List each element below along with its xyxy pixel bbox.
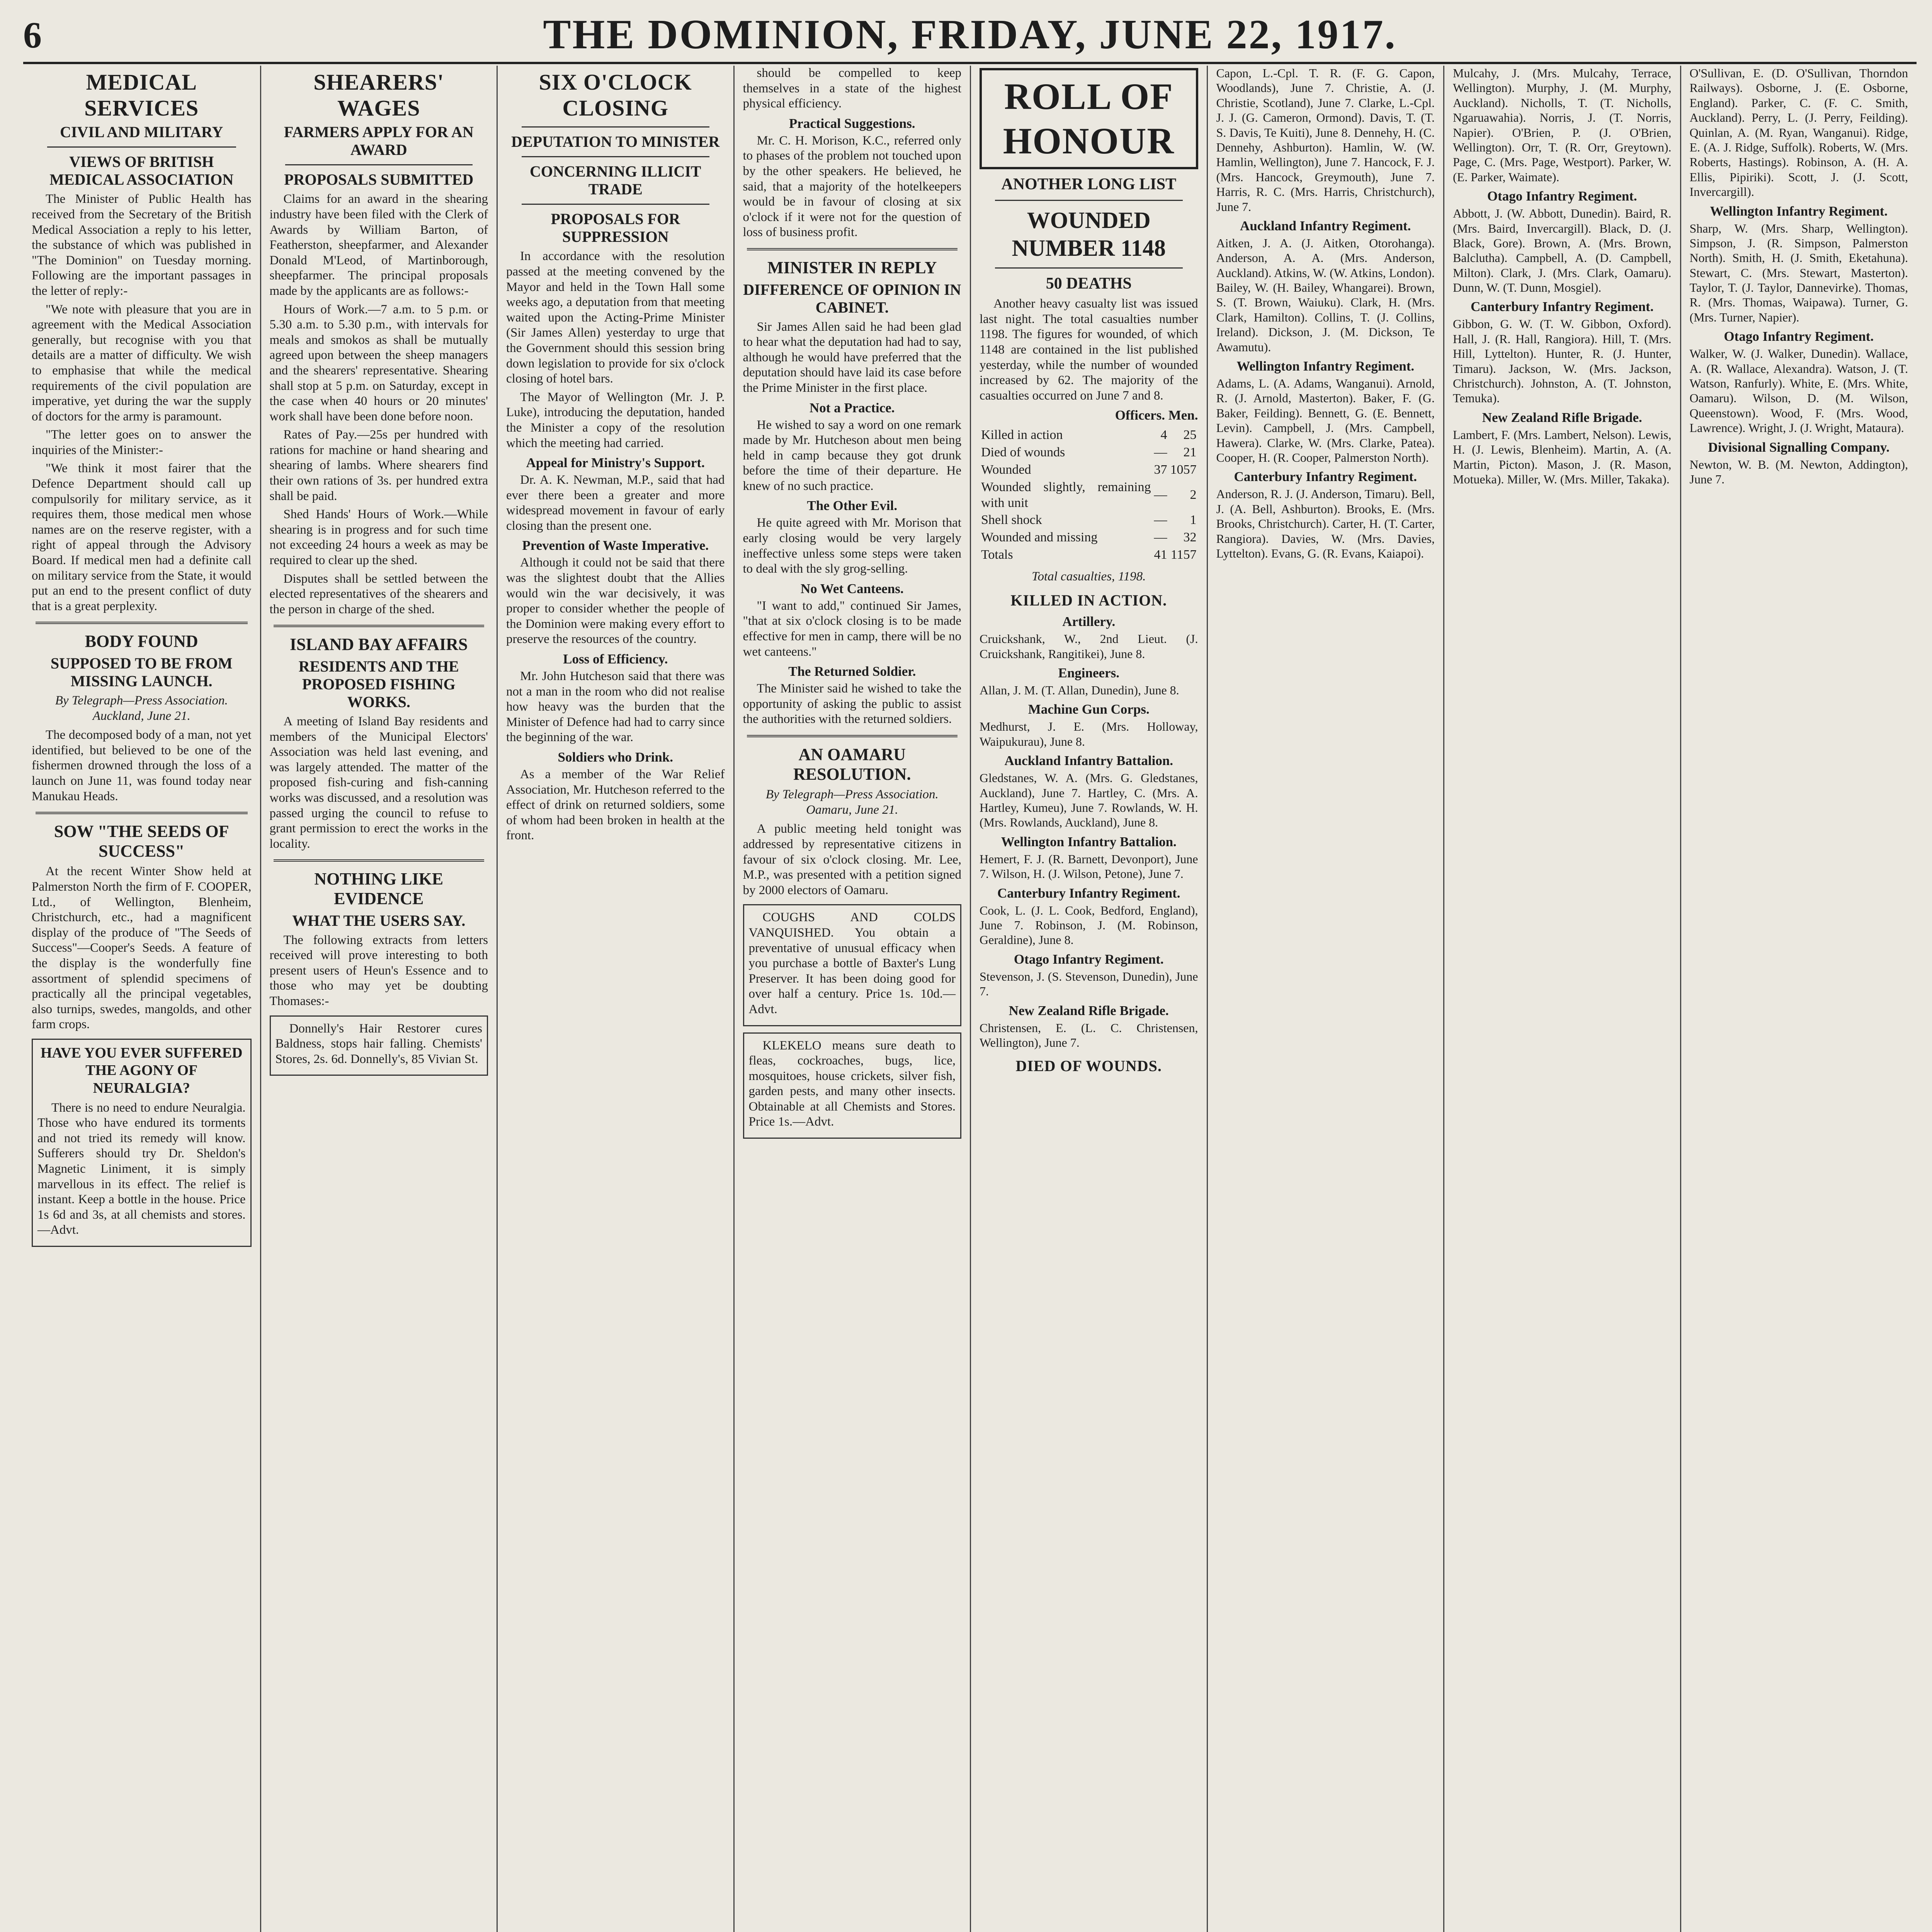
paragraph: He wished to say a word on one remark made by Mr. Hutcheson about men being held in camp because they got drunk before the time of their departure. He knew of no such practice. [743, 418, 961, 493]
names-list: Mulcahy, J. (Mrs. Mulcahy, Terrace, Wellington). Murphy, J. (M. Murphy, Auckland). Nicholls, T. (T. Nicholls, Ngaruawahia). Norris, J. (T. Norris, Napier). O'Brien, P. (J. O'Brien, Wellington). Orr, T. (R. Orr, Greytown). Page, C. (Mrs. Page, Westport). Parker, W. (E. Parker, Waimate). [1453, 66, 1672, 184]
paragraph: Shed Hands' Hours of Work.—While shearing is in progress and for such time not exceeding 24 hours a week as may be required to clear up the shed. [269, 507, 488, 568]
divider [522, 126, 709, 128]
names-list: Stevenson, J. (S. Stevenson, Dunedin), June 7. [980, 969, 1198, 998]
table-row [980, 546, 1198, 564]
paragraph: Mr. John Hutcheson said that there was not a man in the room who did not realise how heavy was the burden that the Minister of Defence had had to carry since the beginning of the war. [506, 669, 725, 745]
table-row [980, 444, 1198, 461]
paragraph: The following extracts from letters received will prove interesting to both present users of Heun's Essence and to those who may yet be doubting Thomases:- [269, 933, 488, 1008]
names-list: Abbott, J. (W. Abbott, Dunedin). Baird, R. (Mrs. Baird, Invercargill). Black, D. (J. Black, Gore). Brown, A. (Mrs. Brown, Balclutha). Campbell, A. (D. Campbell, Milton). Clark, J. (Mrs. Clark, Oamaru). Dunn, W. (T. Dunn, Mosgiel). [1453, 206, 1672, 295]
unit-heading: Canterbury Infantry Regiment. [1471, 299, 1654, 315]
unit-heading: Artillery. [1062, 614, 1116, 629]
column-1 [23, 66, 260, 1932]
names-list: Gibbon, G. W. (T. W. Gibbon, Oxford). Hall, J. (R. Hall, Rangiora). Hill, T. (Mrs. Hill, Lyttelton). Hunter, R. (J. Hunter, Timaru). Jackson, W. (Mrs. Jackson, Christchurch). Johnston, A. (T. Johnston, Temuka). [1453, 317, 1672, 405]
table-cell: Shell shock [981, 513, 1042, 527]
article-heading: MINISTER IN REPLY [767, 258, 937, 277]
names-list: Allan, J. M. (T. Allan, Dunedin), June 8. [980, 683, 1179, 697]
unit-heading: Canterbury Infantry Regiment. [1234, 469, 1417, 485]
advertisement [743, 1032, 962, 1139]
table-cell: 2 [1190, 488, 1197, 502]
table-row [980, 512, 1198, 529]
table-cell: Wounded slightly, remaining with unit [981, 480, 1151, 510]
article-heading: ISLAND BAY AFFAIRS [290, 635, 468, 654]
unit-heading: Wellington Infantry Regiment. [1236, 359, 1415, 374]
unit-heading: Otago Infantry Regiment. [1487, 189, 1637, 204]
table-cell: 41 [1154, 547, 1167, 562]
divider [995, 200, 1183, 201]
ad-text: Donnelly's Hair Restorer cures Baldness, stops hair falling. Chemists' Stores, 2s. 6d. Donnelly's, 85 Vivian St. [275, 1021, 482, 1066]
section-subhead: Appeal for Ministry's Support. [526, 455, 705, 471]
article-subheading: VIEWS OF BRITISH MEDICAL ASSOCIATION [49, 153, 234, 189]
paragraph: A meeting of Island Bay residents and members of the Municipal Electors' Association was held last evening, and was largely attended. The matter of the proposed fish-curing and fish-canning works was discussed, and a resolution was passed urging the council to refuse to grant permission to erect the works in the locality. [269, 714, 488, 851]
ad-text: There is no need to endure Neuralgia. Those who have endured its torments and not tried its remedy will know. Sufferers should try Dr. Sheldon's Magnetic Liniment, it is simply marvellous in its effect. The relief is instant. Keep a bottle in the house. Price 1s 6d and 3s, at all chemists and stores.—Advt. [37, 1100, 246, 1237]
section-subhead: Loss of Efficiency. [563, 651, 668, 667]
divider [522, 204, 709, 205]
names-list: O'Sullivan, E. (D. O'Sullivan, Thorndon Railways). Osborne, J. (E. Osborne, England). Parker, C. (F. C. Smith, Auckland). Perry, L. (J. Perry, Feilding). Quinlan, A. (M. Ryan, Wanganui). Ridge, E. (A. J. Ridge, Suffolk). Roberts, W. (Mrs. Roberts, Hastings). Robinson, A. (H. A. Ellis, Pipiriki). Scott, J. (J. Scott, Invercargill). [1689, 66, 1908, 199]
article-heading: NOTHING LIKE EVIDENCE [314, 869, 444, 908]
article-subheading: CIVIL AND MILITARY [60, 123, 223, 141]
paragraph: Disputes shall be settled between the elected representatives of the shearers and the person in charge of the shed. [269, 571, 488, 616]
unit-heading: Divisional Signalling Company. [1708, 439, 1890, 455]
paragraph: Mr. C. H. Morison, K.C., referred only to phases of the problem not touched upon by the other speakers. He believed, he said, that a majority of the hotelkeepers would be in favour of closing at six o'clock if it were not for the question of loss of business profit. [743, 133, 961, 240]
masthead [23, 8, 1917, 64]
table-header: Officers. Men. [1115, 408, 1198, 423]
article-subheading: RESIDENTS AND THE PROPOSED FISHING WORKS. [298, 658, 459, 711]
paragraph: The Minister said he wished to take the opportunity of asking the public to assist the authorities with the returned soldiers. [743, 682, 961, 726]
divider [47, 146, 236, 148]
names-list: Anderson, R. J. (J. Anderson, Timaru). Bell, J. (A. Bell, Ashburton). Brooks, E. (Mrs. Brooks, Christchurch). Carter, H. (T. Carter, Rangiora). Davies, W. (Mrs. Davies, Lyttelton). Evans, G. (R. Evans, Kaiapoi). [1216, 487, 1435, 560]
table-row [980, 479, 1198, 512]
table-cell: — [1154, 488, 1167, 502]
advertisement [743, 904, 962, 1026]
column-8 [1680, 66, 1917, 1932]
article-heading: MEDICAL SERVICES [84, 70, 199, 121]
unit-heading: Otago Infantry Regiment. [1014, 951, 1164, 967]
roll-subheading: ANOTHER LONG LIST [1001, 175, 1177, 194]
unit-heading: New Zealand Rifle Brigade. [1009, 1003, 1169, 1018]
paragraph: The Minister of Public Health has received from the Secretary of the British Medical Association a reply to his letter, the substance of which was published in "The Dominion" on Tuesday morning. Following are the important passages in the letter of reply:- [32, 192, 252, 298]
table-cell: — [1154, 530, 1167, 545]
paragraph: Rates of Pay.—25s per hundred with rations for machine or hand shearing and shearing of lambs. Where shearers find their own rations of 3s. per hundred extra shall be paid. [269, 428, 488, 503]
column-7 [1443, 66, 1680, 1932]
section-subhead: The Other Evil. [807, 498, 898, 514]
columns [23, 66, 1917, 1932]
unit-heading: New Zealand Rifle Brigade. [1482, 410, 1642, 425]
article-heading: AN OAMARU RESOLUTION. [793, 745, 911, 784]
unit-heading: Auckland Infantry Battalion. [1004, 753, 1173, 769]
unit-heading: Engineers. [1058, 665, 1119, 681]
divider [285, 164, 473, 165]
unit-heading: Otago Infantry Regiment. [1724, 329, 1874, 344]
section-subhead: Not a Practice. [809, 400, 895, 415]
table-cell: Killed in action [981, 428, 1063, 442]
divider [522, 156, 709, 157]
ad-text: COUGHS AND COLDS VANQUISHED. You obtain a preventative of unusual efficacy when you purchase a bottle of Baxter's Lung Preserver. It has been doing good for over half a century. Price 1s. 10d.—Advt. [748, 910, 956, 1016]
dateline: By Telegraph—Press Association. Oamaru, June 21. [765, 787, 939, 817]
article-subheading: CONCERNING ILLICIT TRADE [530, 163, 701, 198]
table-row [980, 529, 1198, 546]
paragraph: Sir James Allen said he had been glad to hear what the deputation had had to say, although he would have preferred that the deputation should have laid its case before the Prime Minister in the first place. [743, 320, 961, 395]
table-cell: 1157 [1170, 547, 1197, 562]
column-5 [970, 66, 1207, 1932]
paragraph: A public meeting held tonight was addressed by representative citizens in favour of six o'clock closing. Mr. Lee, M.P., was presented with a petition signed by 2000 electors of Oamaru. [743, 822, 961, 897]
names-list: Medhurst, J. E. (Mrs. Holloway, Waipukurau), June 8. [980, 719, 1198, 748]
table-cell: 25 [1183, 428, 1197, 442]
names-list: Adams, L. (A. Adams, Wanganui). Arnold, R. (J. Arnold, Masterton). Baker, F. (G. Baker, Feilding). Bennett, G. (E. Bennett, Levin). Campbell, J. (Mrs. Campbell, Hawera). Clarke, W. (Mrs. Clarke, Patea). Cooper, H. (R. Cooper, Palmerston North). [1216, 376, 1435, 464]
section-subhead: Soldiers who Drink. [558, 750, 673, 765]
paragraph: should be compelled to keep themselves in a state of the highest physical efficiency. [743, 66, 961, 111]
paragraph: "The letter goes on to answer the inquiries of the Minister:- [32, 428, 252, 457]
advertisement [32, 1039, 252, 1247]
names-list: Sharp, W. (Mrs. Sharp, Wellington). Simpson, J. (R. Simpson, Palmerston North). Smith, H. (J. Smith, Eketahuna). Stewart, C. (Mrs. Stewart, Masterton). Taylor, T. (J. Taylor, Dannevirke). Thomas, R. (Mrs. Thomas, Waipawa). Turner, G. (Mrs. Turner, Napier). [1689, 221, 1908, 324]
table-cell: — [1154, 513, 1167, 527]
article-subheading: DIFFERENCE OF OPINION IN CABINET. [743, 281, 961, 316]
section-subhead: No Wet Canteens. [800, 581, 904, 596]
article-heading: SIX O'CLOCK CLOSING [539, 70, 692, 121]
unit-heading: Canterbury Infantry Regiment. [997, 885, 1180, 901]
article-heading: SHEARERS' WAGES [313, 70, 444, 121]
section-heading: KILLED IN ACTION. [1010, 592, 1167, 609]
names-list: Christensen, E. (L. C. Christensen, Wellington), June 7. [980, 1020, 1198, 1049]
divider [36, 622, 248, 624]
names-list: Aitken, J. A. (J. Aitken, Otorohanga). Anderson, A. A. (Mrs. Anderson, Auckland). Atkins, W. (W. Atkins, London). Bailey, W. (H. Bailey, Whangarei). Brown, S. (T. Brown, Waiuku). Clark, H. (Mrs. Clark, Hamilton). Collins, T. (J. Collins, Ireland). Dickson, J. (M. Dickson, Te Awamutu). [1216, 236, 1435, 354]
article-subheading: DEPUTATION TO MINISTER [511, 133, 720, 151]
section-subhead: Prevention of Waste Imperative. [522, 538, 709, 553]
page-title: THE DOMINION, FRIDAY, JUNE 22, 1917. [543, 12, 1397, 58]
unit-heading: Machine Gun Corps. [1028, 702, 1150, 717]
table-cell: Wounded and missing [981, 530, 1098, 545]
paragraph: He quite agreed with Mr. Morison that early closing would be very largely ineffective unless some steps were taken to deal with the sly grog-selling. [743, 516, 961, 576]
article-subheading: SUPPOSED TO BE FROM MISSING LAUNCH. [50, 655, 233, 690]
table-row [980, 461, 1198, 479]
column-4 [733, 66, 970, 1932]
column-3 [497, 66, 733, 1932]
casualty-table [980, 427, 1198, 563]
paragraph: "We think it most fairer that the Defence Department should call up compulsorily for military service, as it requires them, those medical men whose names are on the reserve register, with a right of appeal through the Advisory Board. If medical men had a definite call on military service from the State, it would put an end to the present conflict of duty that is a great perplexity. [32, 461, 252, 613]
advertisement [270, 1015, 488, 1076]
section-subhead: The Returned Soldier. [788, 664, 916, 679]
paragraph: Although it could not be said that there was the slightest doubt that the Allies would win the war decisively, it was proper to consider whether the people of the Dominion were making every effort to preserve the resources of the country. [506, 556, 725, 646]
paragraph: The Mayor of Wellington (Mr. J. P. Luke), introducing the deputation, handed the Minister a copy of the resolution which the meeting had carried. [506, 390, 725, 450]
names-list: Lambert, F. (Mrs. Lambert, Nelson). Lewis, H. (J. Lewis, Blenheim). Martin, A. (A. Martin, Picton). Mason, J. (R. Mason, Motueka). Miller, W. (Mrs. Miller, Takaka). [1453, 427, 1672, 486]
paragraph: The decomposed body of a man, not yet identified, but believed to be one of the fishermen drowned through the loss of a launch on June 11, was found today near Manukau Heads. [32, 728, 252, 803]
paragraph: Dr. A. K. Newman, M.P., said that had ever there been a greater and more widespread movement in favour of early closing than the present one. [506, 473, 725, 533]
divider [747, 248, 958, 250]
article-subheading: PROPOSALS SUBMITTED [284, 171, 474, 189]
names-list: Gledstanes, W. A. (Mrs. G. Gledstanes, Auckland), June 7. Hartley, C. (Mrs. A. Hartley, Kumeu), June 7. Rowlands, W. H. (Mrs. Rowlands, Auckland), June 8. [980, 771, 1198, 830]
deaths-headline: 50 DEATHS [1046, 274, 1132, 293]
names-list: Walker, W. (J. Walker, Dunedin). Wallace, A. (R. Wallace, Alexandra). Watson, J. (T. Watson, Ranfurly). White, E. (Mrs. White, Oamaru). Wilson, D. (M. Wilson, Queenstown). Wood, F. (Mrs. Wood, Lawrence). Wright, J. (J. Wright, Mataura). [1689, 347, 1908, 435]
article-subheading: FARMERS APPLY FOR AN AWARD [284, 123, 474, 159]
paragraph: "We note with pleasure that you are in agreement with the Medical Association generally, but recognise with you that details are a matter of difficulty. We wish to emphasise that while the medical requirements of the civil population are imperative, yet during the war the supply of doctors for the army is paramount. [32, 302, 252, 423]
unit-heading: Wellington Infantry Regiment. [1710, 203, 1888, 219]
names-list: Cruickshank, W., 2nd Lieut. (J. Cruickshank, Rangitikei), June 8. [980, 632, 1198, 661]
names-list: Cook, L. (J. L. Cook, Bedford, England), June 7. Robinson, J. (M. Robinson, Geraldine), June 8. [980, 903, 1198, 947]
table-cell: Totals [981, 547, 1013, 562]
divider [274, 859, 485, 862]
column-2 [260, 66, 497, 1932]
table-cell: 32 [1183, 530, 1197, 545]
article-heading: SOW "THE SEEDS OF SUCCESS" [54, 822, 229, 861]
article-heading: BODY FOUND [85, 632, 198, 651]
paragraph: Claims for an award in the shearing industry have been filed with the Clerk of Awards by William Barton, of Featherston, sheepfarmer, and Alexander Donald M'Leod, of Martinborough, sheepfarmer. The principal proposals made by the applicants are as follows:- [269, 192, 488, 298]
section-heading: DIED OF WOUNDS. [1015, 1057, 1162, 1075]
total-casualties: Total casualties, 1198. [1032, 569, 1146, 583]
table-cell: Wounded [981, 462, 1031, 477]
divider [747, 735, 958, 737]
unit-heading: Wellington Infantry Battalion. [1001, 834, 1177, 849]
units-list [980, 614, 1198, 1050]
wounded-headline: WOUNDED NUMBER 1148 [1012, 207, 1166, 261]
table-cell: — [1154, 445, 1167, 460]
roll-of-honour-title: ROLL OF HONOUR [980, 68, 1198, 169]
ad-text: KLEKELO means sure death to fleas, cockroaches, bugs, lice, mosquitoes, house crickets, silver fish, garden pests, and many other insects. Obtainable at all Chemists and Stores. Price 1s.—Advt. [748, 1038, 956, 1129]
table-cell: 1 [1190, 513, 1197, 527]
divider [274, 625, 485, 627]
paragraph: In accordance with the resolution passed at the meeting convened by the Mayor and held in the Town Hall some weeks ago, a deputation from that meeting waited upon the Acting-Prime Minister (Sir James Allen) yesterday to urge that the Government should this session bring down legislation to provide for six o'clock closing of hotel bars. [506, 249, 725, 386]
divider [995, 267, 1183, 269]
article-subheading: WHAT THE USERS SAY. [292, 912, 466, 929]
table-cell: 1057 [1170, 462, 1197, 477]
section-subhead: Practical Suggestions. [789, 116, 915, 131]
article-subheading: PROPOSALS FOR SUPPRESSION [551, 210, 680, 246]
names-list: Capon, L.-Cpl. T. R. (F. G. Capon, Woodlands), June 7. Christie, A. (J. Christie, Scotland), June 7. Clarke, L.-Cpl. J. J. (G. Cameron, Ormond). Davis, T. (T. S. Davis, Te Kuiti), June 8. Dennehy, H. (C. Dennehy, Ashburton). Hamlin, W. (W. Hamlin, Wellington), June 7. Hancock, F. J. (Mrs. Hancock, Greymouth), June 7. Harris, R. C. (Mrs. Harris, Christchurch), June 7. [1216, 66, 1435, 214]
unit-heading: Auckland Infantry Regiment. [1240, 218, 1411, 233]
names-list: Newton, W. B. (M. Newton, Addington), June 7. [1689, 457, 1908, 486]
paragraph: As a member of the War Relief Association, Mr. Hutcheson referred to the effect of drink on returned soldiers, some of whom had been broken in health at the front. [506, 767, 725, 843]
column-6 [1207, 66, 1444, 1932]
table-cell: 37 [1154, 462, 1167, 477]
paragraph: At the recent Winter Show held at Palmerston North the firm of F. COOPER, Ltd., of Wellington, Blenheim, Christchurch, etc., had a magnificent display of the produce of "The Seeds of Success"—Cooper's Seeds. A feature of the display is the wonderfully fine assortment of splendid specimens of practically all the principal vegetables, also turnips, swedes, mangolds, and other farm crops. [32, 864, 252, 1032]
paragraph: "I want to add," continued Sir James, "that at six o'clock closing is to be made effective for men in camp, there will be no wet canteens." [743, 599, 961, 659]
table-row [980, 427, 1198, 444]
paragraph: Hours of Work.—7 a.m. to 5 p.m. or 5.30 a.m. to 5.30 p.m., with intervals for meals and smokos as shall be mutually agreed upon between the sheep managers and the shearers' representative. Shearing shall stop at 5 p.m. on Saturday, except in the case when 40 hours or 20 minutes' work shall have been done before noon. [269, 302, 488, 423]
table-cell: 4 [1160, 428, 1167, 442]
table-cell: 21 [1183, 445, 1197, 460]
paragraph: Another heavy casualty list was issued last night. The total casualties number 1198. The figures for wounded, of which 1148 are contained in the list published yesterday, while the number of wounded increased by 62. The majority of the casualties occurred on June 7 and 8. [980, 297, 1198, 403]
divider [36, 812, 248, 814]
dateline: By Telegraph—Press Association. Auckland, June 21. [55, 694, 228, 723]
page-number: 6 [23, 14, 42, 56]
ad-heading: HAVE YOU EVER SUFFERED THE AGONY OF NEURALGIA? [40, 1044, 243, 1097]
table-cell: Died of wounds [981, 445, 1065, 460]
names-list: Hemert, F. J. (R. Barnett, Devonport), June 7. Wilson, H. (J. Wilson, Petone), June 7. [980, 852, 1198, 881]
